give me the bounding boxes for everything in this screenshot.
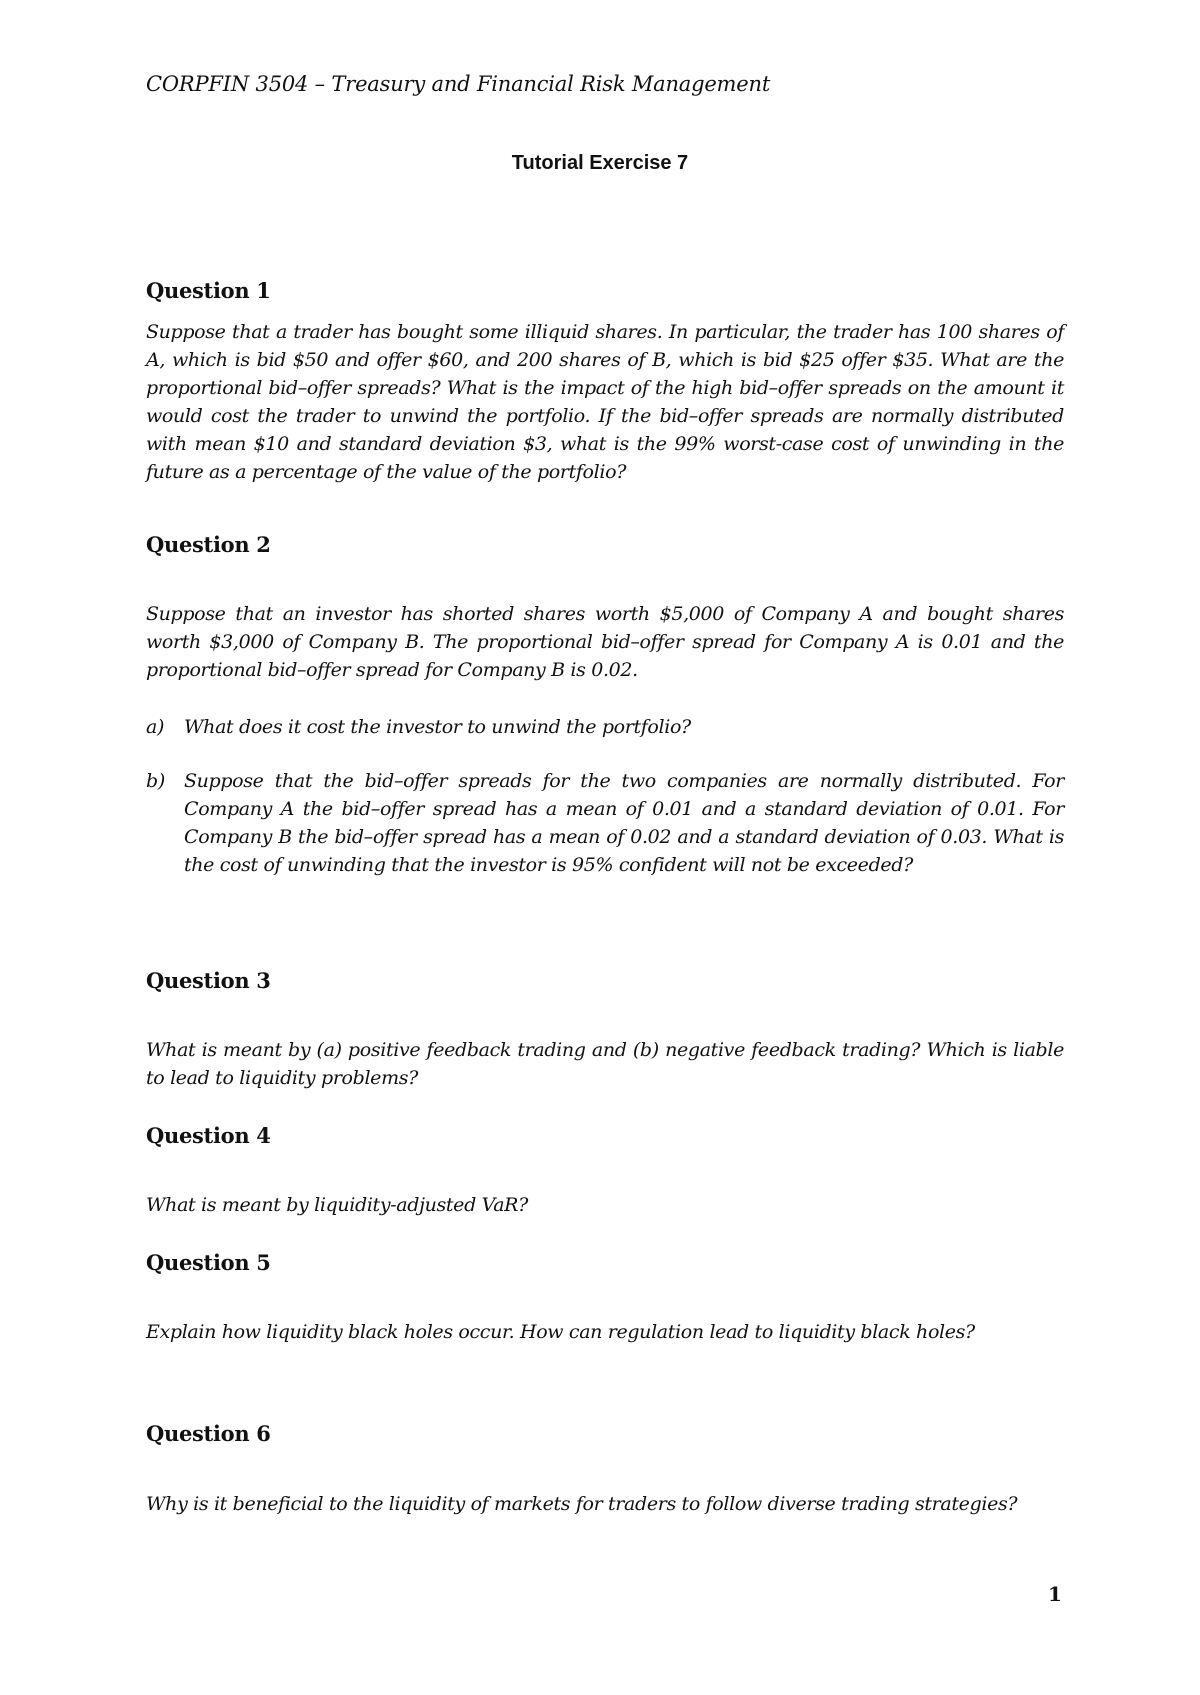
question-3-heading: Question 3 xyxy=(146,968,271,993)
question-2-text: Suppose that an investor has shorted shares worth $5,000 of Company A and bought shares worth $3,000 of Company B. The proportional bid–offer spread for Company A is 0.01 and the proportional bid–offer spread for Company B is 0.02. xyxy=(146,603,1064,681)
question-5-text: Explain how liquidity black holes occur. How can regulation lead to liquidity black holes? xyxy=(146,1321,975,1343)
question-5-heading: Question 5 xyxy=(146,1250,271,1275)
question-3-text: What is meant by (a) positive feedback trading and (b) negative feedback trading? Which is liable to lead to liquidity problems? xyxy=(146,1039,1064,1089)
part-a-marker: a) xyxy=(146,716,165,738)
course-header: CORPFIN 3504 – Treasury and Financial Risk Management xyxy=(146,72,771,96)
question-4-heading: Question 4 xyxy=(146,1123,271,1148)
question-1-text: Suppose that a trader has bought some illiquid shares. In particular, the trader has 100 shares of A, which is bid $50 and offer $60, and 200 shares of B, which is bid $25 offer $35. What are the proportional bid–offer spreads? What is the impact of the high bid–offer spreads on the amount it would cost the trader to unwind the portfolio. If the bid–offer spreads are normally distributed with mean $10 and standard deviation $3, what is the 99% worst-case cost of unwinding in the future as a percentage of the value of the portfolio? xyxy=(146,321,1064,483)
question-2-heading: Question 2 xyxy=(146,532,271,557)
question-2-part-a xyxy=(146,713,1064,741)
question-4-text: What is meant by liquidity-adjusted VaR? xyxy=(146,1194,528,1216)
question-2-part-b xyxy=(146,767,1064,879)
part-b-marker: b) xyxy=(146,770,165,792)
question-1-heading: Question 1 xyxy=(146,278,271,303)
question-6-heading: Question 6 xyxy=(146,1421,271,1446)
page-number: 1 xyxy=(1048,1582,1062,1606)
document-title: Tutorial Exercise 7 xyxy=(511,152,689,174)
part-a-text: What does it cost the investor to unwind the portfolio? xyxy=(184,716,691,738)
question-6-text: Why is it beneficial to the liquidity of markets for traders to follow diverse trading strategies? xyxy=(146,1493,1018,1515)
part-b-text: Suppose that the bid–offer spreads for the two companies are normally distributed. For Company A the bid–offer spread has a mean of 0.01 and a standard deviation of 0.01. For Company B the bid–offer spread has a mean of 0.02 and a standard deviation of 0.03. What is the cost of unwinding that the investor is 95% confident will not be exceeded? xyxy=(184,770,1064,876)
